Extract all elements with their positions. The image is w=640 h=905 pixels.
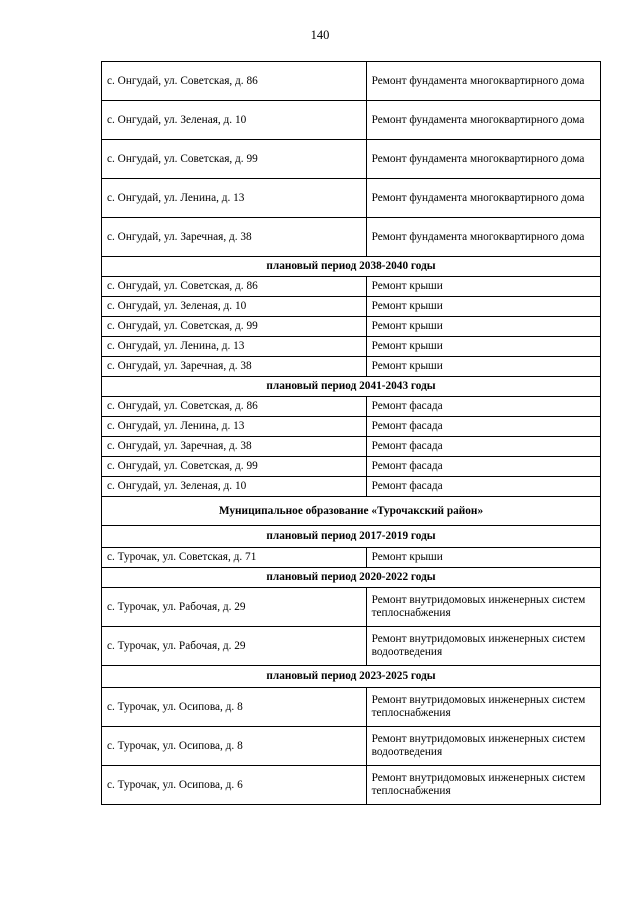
municipality-row <box>102 497 601 526</box>
table-row <box>102 766 601 805</box>
address-cell: с. Турочак, ул. Осипова, д. 8 <box>102 688 367 727</box>
table-row <box>102 317 601 337</box>
table-row <box>102 588 601 627</box>
period-header: плановый период 2020-2022 годы <box>102 568 601 588</box>
work-cell: Ремонт внутридомовых инженерных систем теплоснабжения <box>366 688 600 727</box>
address-cell: с. Онгудай, ул. Заречная, д. 38 <box>102 357 367 377</box>
work-cell: Ремонт крыши <box>366 297 600 317</box>
work-cell: Ремонт фасада <box>366 397 600 417</box>
work-cell: Ремонт крыши <box>366 317 600 337</box>
work-cell: Ремонт фасада <box>366 477 600 497</box>
work-cell: Ремонт внутридомовых инженерных систем водоотведения <box>366 627 600 666</box>
period-header-row <box>102 377 601 397</box>
period-header: плановый период 2038-2040 годы <box>102 257 601 277</box>
table-row <box>102 62 601 101</box>
address-cell: с. Турочак, ул. Советская, д. 71 <box>102 548 367 568</box>
table-row <box>102 727 601 766</box>
work-cell: Ремонт крыши <box>366 548 600 568</box>
work-cell: Ремонт внутридомовых инженерных систем теплоснабжения <box>366 766 600 805</box>
address-cell: с. Онгудай, ул. Ленина, д. 13 <box>102 417 367 437</box>
table-row <box>102 357 601 377</box>
table-row <box>102 179 601 218</box>
table-row <box>102 457 601 477</box>
work-cell: Ремонт крыши <box>366 357 600 377</box>
address-cell: с. Онгудай, ул. Зеленая, д. 10 <box>102 297 367 317</box>
work-cell: Ремонт фасада <box>366 457 600 477</box>
address-cell: с. Онгудай, ул. Зеленая, д. 10 <box>102 477 367 497</box>
table-row <box>102 140 601 179</box>
address-cell: с. Онгудай, ул. Советская, д. 86 <box>102 62 367 101</box>
work-cell: Ремонт крыши <box>366 277 600 297</box>
address-cell: с. Онгудай, ул. Советская, д. 99 <box>102 457 367 477</box>
period-header-row <box>102 666 601 688</box>
table-row <box>102 688 601 727</box>
table-row <box>102 337 601 357</box>
address-cell: с. Онгудай, ул. Советская, д. 99 <box>102 317 367 337</box>
address-cell: с. Онгудай, ул. Советская, д. 86 <box>102 277 367 297</box>
table-row <box>102 627 601 666</box>
period-header-row <box>102 257 601 277</box>
work-cell: Ремонт внутридомовых инженерных систем теплоснабжения <box>366 588 600 627</box>
table-row <box>102 548 601 568</box>
table-row <box>102 101 601 140</box>
period-header: плановый период 2023-2025 годы <box>102 666 601 688</box>
repair-schedule-table <box>101 61 601 805</box>
table-row <box>102 477 601 497</box>
period-header-row <box>102 526 601 548</box>
period-header: плановый период 2017-2019 годы <box>102 526 601 548</box>
work-cell: Ремонт фасада <box>366 417 600 437</box>
work-cell: Ремонт фундамента многоквартирного дома <box>366 101 600 140</box>
work-cell: Ремонт внутридомовых инженерных систем водоотведения <box>366 727 600 766</box>
address-cell: с. Онгудай, ул. Советская, д. 99 <box>102 140 367 179</box>
table-row <box>102 397 601 417</box>
table-row <box>102 297 601 317</box>
page-number: 140 <box>310 28 330 42</box>
address-cell: с. Турочак, ул. Рабочая, д. 29 <box>102 588 367 627</box>
period-header-row <box>102 568 601 588</box>
table-row <box>102 277 601 297</box>
address-cell: с. Турочак, ул. Осипова, д. 8 <box>102 727 367 766</box>
work-cell: Ремонт фундамента многоквартирного дома <box>366 218 600 257</box>
table-row <box>102 417 601 437</box>
work-cell: Ремонт фундамента многоквартирного дома <box>366 62 600 101</box>
address-cell: с. Онгудай, ул. Ленина, д. 13 <box>102 337 367 357</box>
period-header: плановый период 2041-2043 годы <box>102 377 601 397</box>
address-cell: с. Онгудай, ул. Заречная, д. 38 <box>102 437 367 457</box>
work-cell: Ремонт фасада <box>366 437 600 457</box>
table-row <box>102 218 601 257</box>
address-cell: с. Онгудай, ул. Ленина, д. 13 <box>102 179 367 218</box>
address-cell: с. Онгудай, ул. Зеленая, д. 10 <box>102 101 367 140</box>
table-row <box>102 437 601 457</box>
municipality-header: Муниципальное образование «Турочакский район» <box>102 497 601 526</box>
address-cell: с. Онгудай, ул. Заречная, д. 38 <box>102 218 367 257</box>
address-cell: с. Турочак, ул. Осипова, д. 6 <box>102 766 367 805</box>
work-cell: Ремонт фундамента многоквартирного дома <box>366 140 600 179</box>
address-cell: с. Турочак, ул. Рабочая, д. 29 <box>102 627 367 666</box>
address-cell: с. Онгудай, ул. Советская, д. 86 <box>102 397 367 417</box>
work-cell: Ремонт фундамента многоквартирного дома <box>366 179 600 218</box>
work-cell: Ремонт крыши <box>366 337 600 357</box>
